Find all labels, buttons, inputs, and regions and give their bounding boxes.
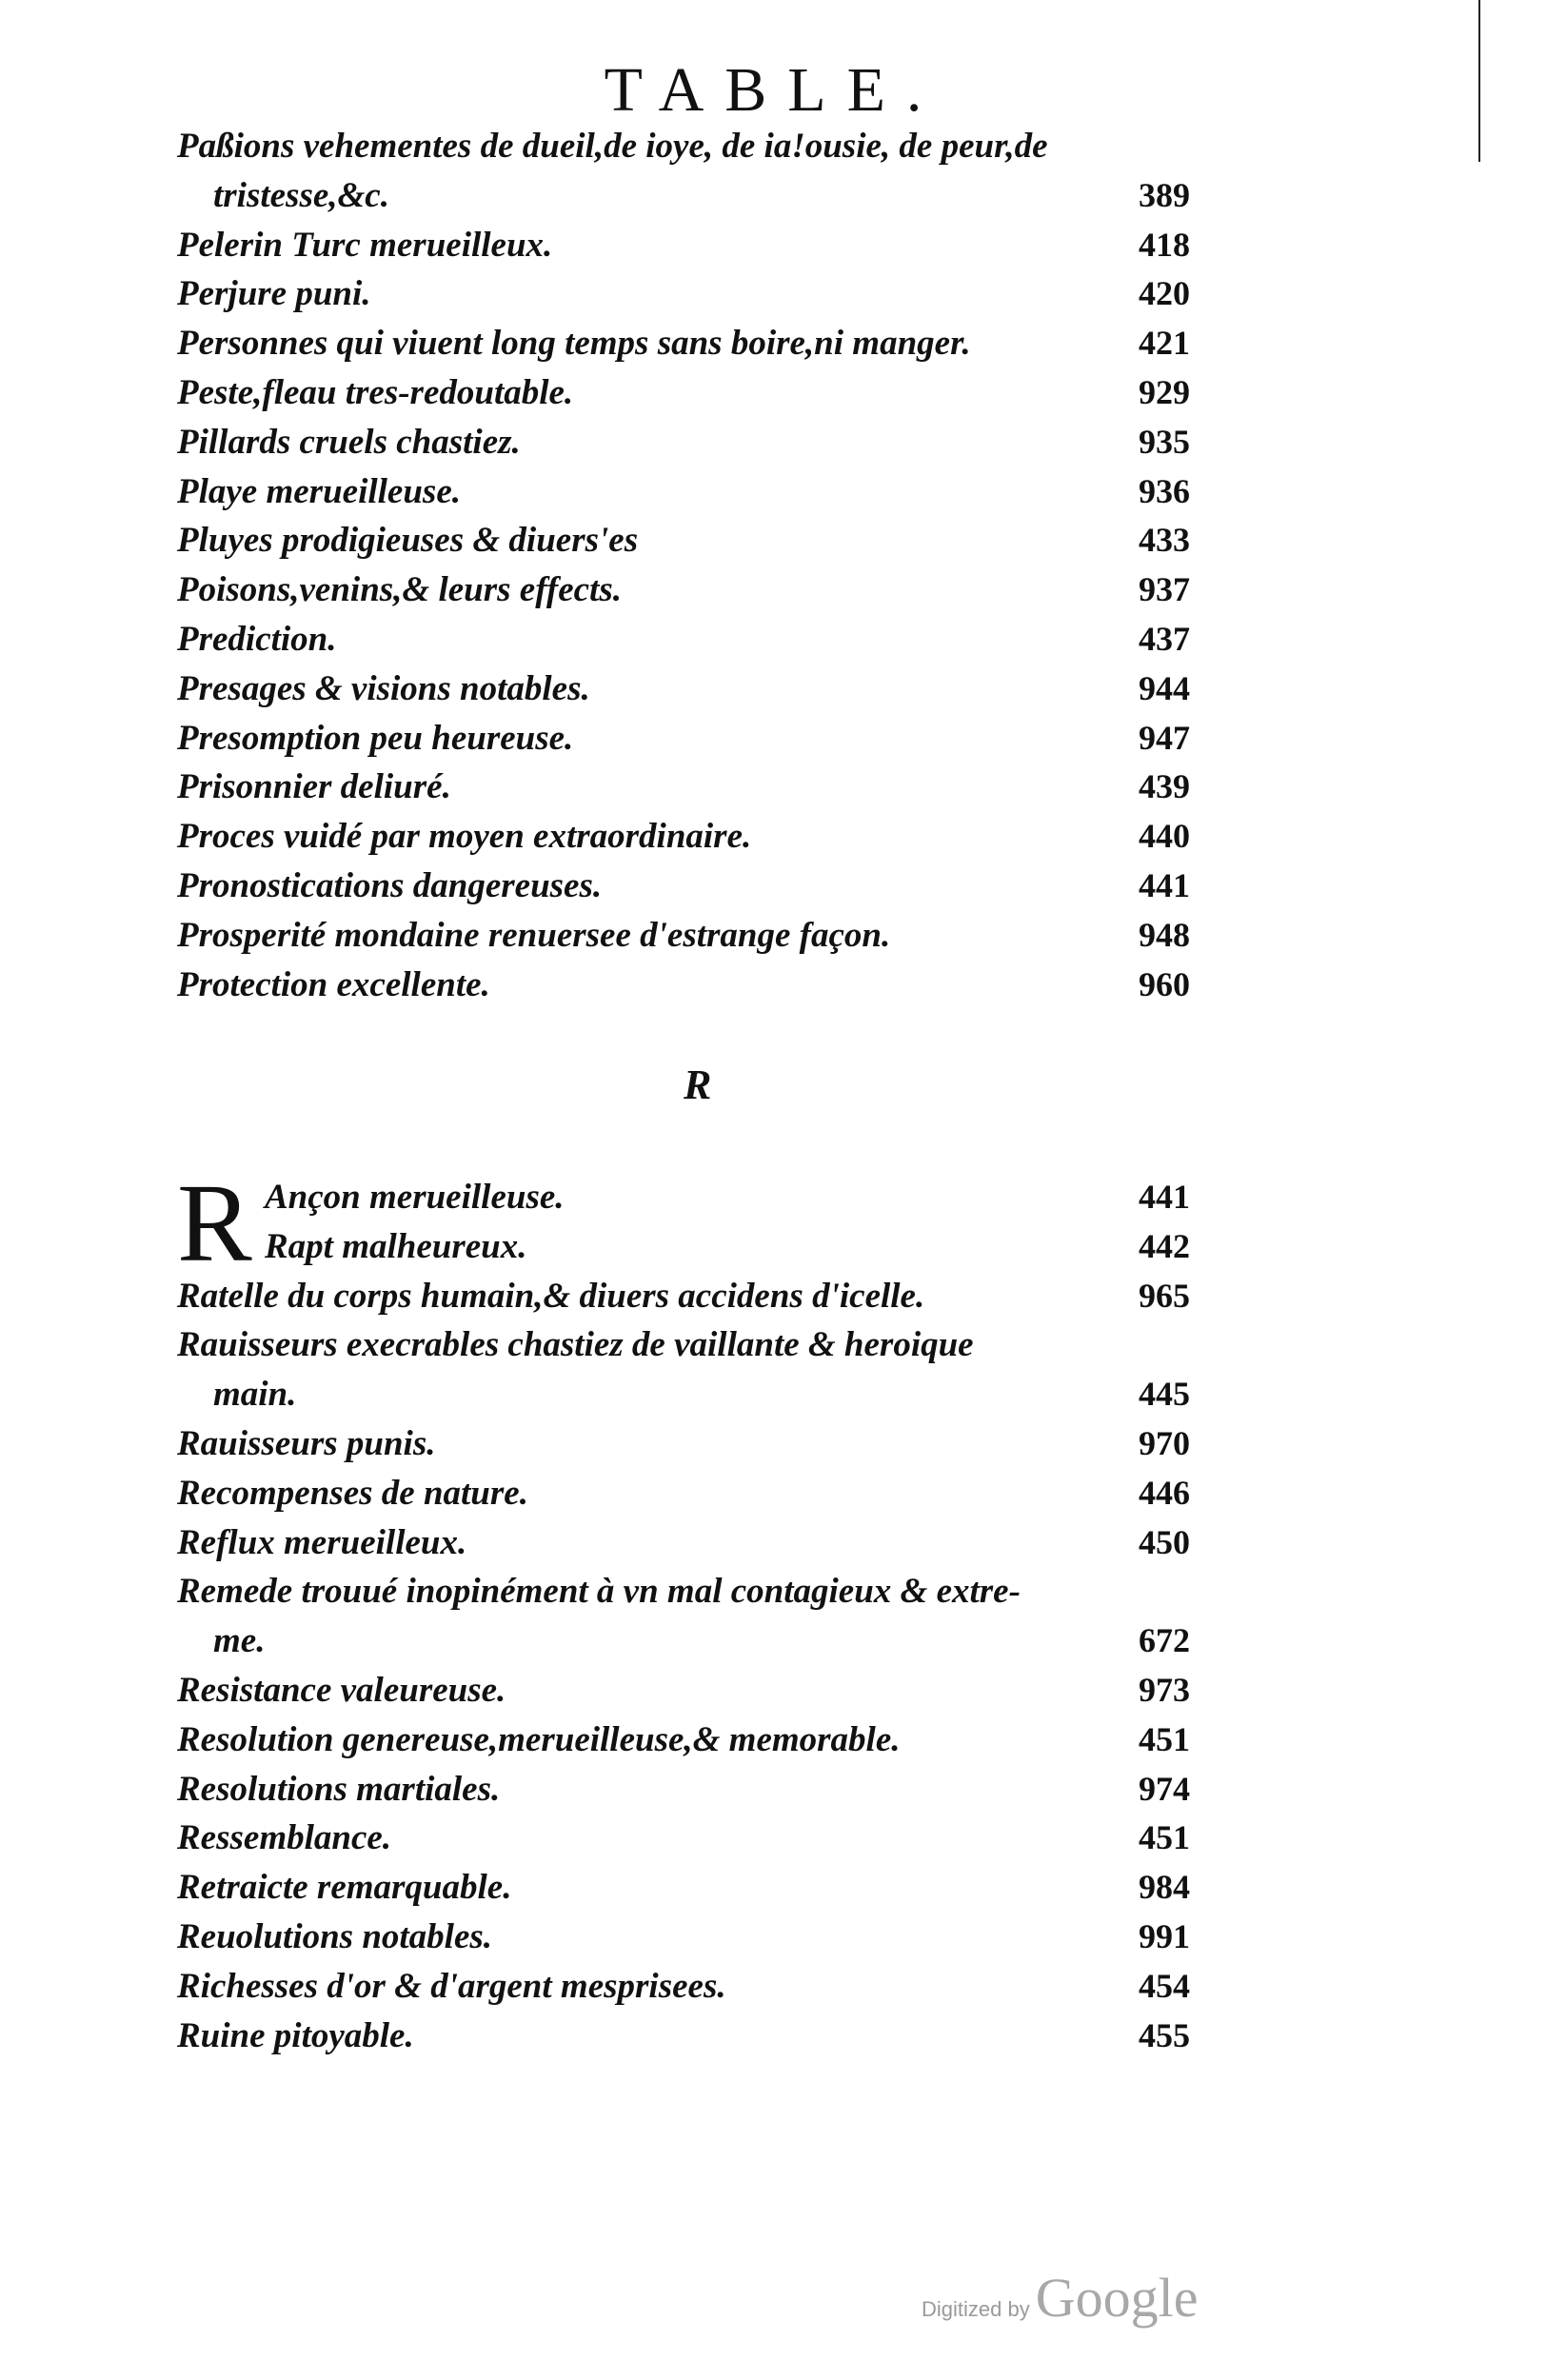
index-entry	[177, 2012, 1224, 2061]
index-entry	[177, 1173, 1224, 1222]
entry-page-number: 451	[1139, 1818, 1190, 1857]
entry-page-number: 672	[1139, 1621, 1190, 1660]
entry-text: Peste,fleau tres-redoutable.	[177, 372, 574, 412]
entry-page-number: 441	[1139, 1178, 1190, 1216]
index-entry	[177, 221, 1224, 270]
index-entry	[177, 368, 1224, 418]
index-entry	[177, 418, 1224, 467]
digitized-by-watermark	[922, 2266, 1198, 2330]
index-entry	[177, 1863, 1224, 1913]
entry-text: Ressemblance.	[177, 1818, 392, 1858]
entry-page-number: 445	[1139, 1375, 1190, 1414]
entry-text: Resolutions martiales.	[177, 1769, 501, 1809]
entry-page-number: 389	[1139, 175, 1190, 214]
index-entry	[177, 565, 1224, 615]
entry-page-number: 970	[1139, 1423, 1190, 1462]
entry-page-number: 454	[1139, 1966, 1190, 2005]
entry-text: Resolution genereuse,merueilleuse,& memorable.	[177, 1719, 901, 1759]
index-entry	[177, 1567, 1224, 1666]
entry-text-continuation: tristesse,&c.	[213, 175, 389, 215]
entry-page-number: 455	[1139, 2015, 1190, 2054]
entry-text: Rapt malheureux.	[265, 1226, 527, 1266]
entry-page-number: 442	[1139, 1226, 1190, 1265]
entry-page-number: 446	[1139, 1473, 1190, 1512]
entry-page-number: 965	[1139, 1276, 1190, 1315]
entry-text: Protection excellente.	[177, 964, 490, 1004]
entry-page-number: 440	[1139, 817, 1190, 856]
entry-text: Resistance valeureuse.	[177, 1670, 506, 1710]
entry-text: Playe merueilleuse.	[177, 471, 461, 511]
index-entry	[177, 961, 1224, 1010]
entry-page-number: 439	[1139, 767, 1190, 806]
entry-page-number: 929	[1139, 372, 1190, 411]
google-logo: Google	[1035, 2267, 1199, 2329]
entry-page-number: 437	[1139, 619, 1190, 658]
entry-text: Pillards cruels chastiez.	[177, 422, 521, 462]
index-entry	[177, 1222, 1224, 1272]
index-entry	[177, 122, 1224, 221]
entry-page-number: 973	[1139, 1670, 1190, 1709]
entry-page-number: 451	[1139, 1719, 1190, 1758]
entry-text: Pluyes prodigieuses & diuers'es	[177, 521, 639, 561]
index-entry	[177, 1419, 1224, 1469]
drop-cap-letter: R	[177, 1160, 252, 1285]
entry-text: Reflux merueilleux.	[177, 1522, 467, 1562]
index-entry	[177, 269, 1224, 319]
index-entry	[177, 467, 1224, 517]
index-entry	[177, 1469, 1224, 1518]
index-entry	[177, 1814, 1224, 1863]
entry-page-number: 984	[1139, 1868, 1190, 1907]
index-section-p	[177, 122, 1224, 1009]
entry-text: Pronostications dangereuses.	[177, 865, 603, 905]
entry-text: Presomption peu heureuse.	[177, 718, 574, 758]
entry-text: Prisonnier deliuré.	[177, 767, 451, 807]
index-entry	[177, 319, 1224, 368]
index-entry	[177, 516, 1224, 565]
entry-text: Prosperité mondaine renuersee d'estrange façon.	[177, 915, 891, 955]
section-heading-letter: R	[684, 1061, 712, 1108]
index-entry	[177, 615, 1224, 664]
index-section-r	[177, 1173, 1224, 2060]
entry-page-number: 420	[1139, 274, 1190, 313]
entry-text: Paßions vehementes de dueil,de ioye, de ia!ousie, de peur,de	[177, 127, 1048, 166]
entry-text-continuation: me.	[213, 1621, 266, 1661]
index-entry	[177, 1666, 1224, 1716]
entry-page-number: 948	[1139, 915, 1190, 954]
entry-page-number: 960	[1139, 964, 1190, 1003]
entry-text: Reuolutions notables.	[177, 1916, 493, 1956]
index-entry	[177, 862, 1224, 911]
entry-page-number: 936	[1139, 471, 1190, 510]
entry-page-number: 947	[1139, 718, 1190, 757]
entry-page-number: 418	[1139, 225, 1190, 264]
entry-text-continuation: main.	[213, 1375, 297, 1415]
entry-page-number: 433	[1139, 521, 1190, 560]
watermark-prefix: Digitized by	[922, 2297, 1030, 2321]
entry-text: Pelerin Turc merueilleux.	[177, 225, 553, 265]
entry-text: Perjure puni.	[177, 274, 371, 314]
entry-page-number: 944	[1139, 668, 1190, 707]
page-title: TABLE.	[604, 55, 943, 125]
entry-text: Prediction.	[177, 619, 337, 659]
index-entry	[177, 1320, 1224, 1419]
index-entry	[177, 1716, 1224, 1765]
index-entry	[177, 763, 1224, 812]
entry-page-number: 974	[1139, 1769, 1190, 1808]
index-entry	[177, 1518, 1224, 1568]
entry-page-number: 450	[1139, 1522, 1190, 1561]
entry-text: Proces vuidé par moyen extraordinaire.	[177, 817, 752, 857]
entry-page-number: 935	[1139, 422, 1190, 461]
entry-text: Recompenses de nature.	[177, 1473, 528, 1513]
entry-text: Ançon merueilleuse.	[265, 1178, 565, 1217]
index-entry	[177, 812, 1224, 862]
entry-text: Rauisseurs punis.	[177, 1423, 436, 1463]
entry-text: Ruine pitoyable.	[177, 2015, 414, 2055]
entry-page-number: 991	[1139, 1916, 1190, 1955]
entry-text: Ratelle du corps humain,& diuers accidens d'icelle.	[177, 1276, 925, 1316]
index-entry	[177, 714, 1224, 764]
entry-text: Remede trouué inopinément à vn mal contagieux & extre-	[177, 1572, 1021, 1612]
entry-text: Poisons,venins,& leurs effects.	[177, 570, 622, 610]
index-entry	[177, 911, 1224, 961]
entry-text: Personnes qui viuent long temps sans boire,ni manger.	[177, 324, 971, 364]
entry-page-number: 441	[1139, 865, 1190, 904]
entry-text: Presages & visions notables.	[177, 668, 590, 708]
index-entry	[177, 1913, 1224, 1962]
index-entry	[177, 1765, 1224, 1815]
index-entry	[177, 1962, 1224, 2012]
entry-text: Rauisseurs execrables chastiez de vaillante & heroique	[177, 1325, 974, 1365]
entry-text: Richesses d'or & d'argent mesprisees.	[177, 1966, 726, 2006]
index-entry	[177, 664, 1224, 714]
entry-page-number: 937	[1139, 570, 1190, 609]
entry-text: Retraicte remarquable.	[177, 1868, 512, 1908]
index-entry	[177, 1272, 1224, 1321]
entry-page-number: 421	[1139, 324, 1190, 363]
